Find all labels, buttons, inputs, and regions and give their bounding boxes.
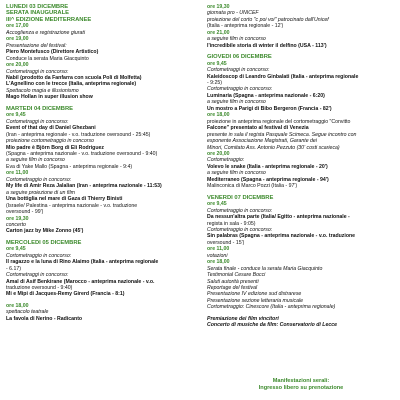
event-highlight: Concerto di musiche da film: Conservatorio di Lecce <box>207 322 338 329</box>
event-time: ore 9,45 <box>6 112 26 119</box>
day-heading: MARTEDÌ 04 DICEMBRE <box>6 105 73 112</box>
left-column <box>6 4 194 322</box>
event-detail: oversound - 99') <box>6 209 44 216</box>
event-title: Piero Montefusco (Direttore Artistico) <box>6 49 99 56</box>
event-title: Event of that day di Daniel Ghezbani <box>6 125 96 132</box>
day-heading: III^ EDIZIONE MEDITERRANEE <box>6 16 92 23</box>
event-note: votazioni <box>207 252 228 259</box>
event-time: ore 19,30 <box>6 215 29 222</box>
event-title: Sin palabras (Spagna - anteprima nazionale - v.o. traduzione <box>207 233 356 240</box>
event-detail: regista in sala - 9:05) <box>207 220 256 227</box>
event-note: Cortometraggio in concorso: <box>6 176 72 183</box>
day-heading: VENERDÌ 07 DICEMBRE <box>207 194 274 201</box>
event-time: ore 11,00 <box>207 246 230 253</box>
event-detail: (Italia - anteprima regionale - 12') <box>207 23 284 30</box>
event-time: ore 9,45 <box>6 246 26 253</box>
event-note: Reportage del festival <box>207 285 258 292</box>
event-detail: traduzione oversound - 9:40) <box>6 285 73 292</box>
event-time: ore 18,00 <box>207 112 230 119</box>
event-title: Volevo le snake (Italia - anteprima regionale - 20') <box>207 163 328 170</box>
day-heading: SERATA INAUGURALE <box>6 10 70 17</box>
event-title: L'Agnellino con le trecce (Italia, anteprima regionale) <box>6 81 137 88</box>
event-note: concerto <box>6 221 26 228</box>
event-note: Presentazione sezione letteraria musicale <box>207 297 304 304</box>
event-title: Mago Hollan in super illusion show <box>6 94 93 101</box>
event-highlight: Premiazione dei film vincitori <box>207 315 279 322</box>
event-detail: (Israele/ Palestina - anteprima nazionale - v.o. traduzione <box>6 202 138 209</box>
event-note: a seguire film in concorso <box>207 170 266 177</box>
event-note: Cortometraggio in concorso: <box>207 207 273 214</box>
event-title: Mio padre è Björn Borg di Eli Rodriguez <box>6 144 104 151</box>
event-detail: proiezione in anteprima regionale del cortometraggio "Convitto <box>207 118 351 125</box>
event-time: ore 20,00 <box>6 62 29 69</box>
event-note: Cortometraggio in concorso: <box>207 86 273 93</box>
event-title: Un mostro a Parigi di Bibo Bergeron (Francia - 82') <box>207 105 332 112</box>
event-title: Da nessun'altra parte (Italia/ Egitto - anteprima nazionale - <box>207 214 350 221</box>
event-title: Carton jazz by Mike Zonno (45') <box>6 228 84 235</box>
event-note: Cortometraggio: Cinescore (Italia - anteprima regionale) <box>207 304 336 311</box>
event-time: ore 11,00 <box>6 170 29 177</box>
event-title: Il ragazzo e la luna di Rino Alaimo (Italia - anteprima regionale <box>6 259 159 266</box>
event-note: Saluti autorità presenti <box>207 278 259 285</box>
event-note: Cortometraggi in concorso: <box>6 272 69 279</box>
footer <box>207 378 395 392</box>
event-note: giornata pro - UNICEF <box>207 10 259 17</box>
event-note: Serata finale - conduce la serata Maria Giacquinto <box>207 265 323 272</box>
event-detail: oversound - 15') <box>207 239 245 246</box>
event-note: Cortometraggio: <box>207 157 245 164</box>
event-time: ore 18,00 <box>6 302 29 309</box>
event-note: Cortometraggi in concorso: <box>6 68 69 75</box>
event-time: ore 17,00 <box>6 23 29 30</box>
event-note: Cortometraggi in concorso: <box>207 67 270 74</box>
event-note: a seguire proiezione di un film <box>6 189 75 196</box>
event-note: Presentazione del festival: <box>6 42 67 49</box>
event-note: esponente Associazione Magistrati, Garante dei <box>207 138 317 145</box>
event-note: proiezione del corto "c poi voi" patrocinato dall'Unicef <box>207 16 329 23</box>
footer-line-2: Ingresso libero su prenotazione <box>258 384 344 391</box>
event-title: Kaleidoscop di Leandro Ginbalati (Italia - anteprima regionale <box>207 73 359 80</box>
event-detail: Conduce la serata Maria Giacquinto <box>6 55 89 62</box>
event-title: La favola di Nerino - Radicanto <box>6 315 83 322</box>
event-title: Una bottiglia nel mare di Gaza di Thierry Binisti <box>6 196 123 203</box>
event-note: Minori, Comitato Ass. Antonio Pezzuto (30' costi scarieca) <box>207 144 340 151</box>
event-title: Mi e Mipi di Jacques-Remy Girerd (Francia - 8:1) <box>6 291 125 298</box>
right-column <box>207 4 395 329</box>
event-time: ore 18,00 <box>207 259 230 266</box>
event-detail: (Spagna - anteprima nazionale - v.o. traduzione oversound - 9:40) <box>6 150 158 157</box>
event-title: Mediterraneo (Spagna - anteprima regionale - 94') <box>207 176 329 183</box>
day-heading: MERCOLEDÌ 05 DICEMBRE <box>6 239 82 246</box>
event-note: Cortometraggi in concorso: <box>6 118 69 125</box>
event-note: proiezione cortometraggio in concorso <box>6 138 94 145</box>
event-detail: - 9:25) <box>207 79 222 86</box>
event-note: a seguire film in concorso <box>6 157 65 164</box>
event-note: Spettacolo magia e illusionismo <box>6 87 79 94</box>
event-time: ore 19,30 <box>207 4 230 10</box>
event-title: My life di Amir Reza Jalalian (Iran - anteprima nazionale - 11:53) <box>6 183 162 190</box>
event-note: Testimonial Cesare Bocci <box>207 272 266 279</box>
event-detail: - 6.17) <box>6 265 21 272</box>
event-detail: Malinconica di Marco Pozzi (Italia - 97') <box>207 183 298 190</box>
event-note: Cortometraggio in concorso: <box>6 252 72 259</box>
event-note: spettacolo teatrale <box>6 309 49 316</box>
event-time: ore 9,45 <box>207 60 227 67</box>
day-heading: GIOVEDÌ 06 DICEMBRE <box>207 54 272 61</box>
event-time: ore 19,00 <box>6 36 29 43</box>
event-title: Amal di Asif Benkirane (Marocco - anteprima nazionale - v.o. <box>6 278 155 285</box>
event-time: ore 20,00 <box>207 150 230 157</box>
event-note: Accoglienza e registrazione giurati <box>6 29 86 36</box>
event-note: Presentazione IV edizione sud distrarese <box>207 291 302 298</box>
event-detail: (Iran - anteprima regionale - v.o. traduzione oversound - 25:45) <box>6 131 151 138</box>
event-title: Falcone" presentato al festival di Venezia <box>207 125 309 132</box>
event-note: Cortometraggio in concorso: <box>207 226 273 233</box>
day-heading: LUNEDÌ 03 DICEMBRE <box>6 4 69 10</box>
event-title: l'incredibile storia di winter il delfino (USA - 113') <box>207 42 327 49</box>
event-note: a seguire film in concorso <box>207 36 266 43</box>
event-note: presente in sala il regista Pasquale Scimeca. Segue incontro con <box>207 131 357 138</box>
event-note: a seguire film in concorso <box>207 99 266 106</box>
event-title: Luminaria (Spagna - anteprima nazionale - 6:20) <box>207 92 325 99</box>
event-time: ore 9,45 <box>207 201 227 208</box>
event-time: ore 21,00 <box>207 29 230 36</box>
footer-line-1: Manifestazioni serali: <box>272 378 330 384</box>
event-title: Nabil (prodotto da Fanfarra con scuola Poli di Molfetta) <box>6 74 142 81</box>
event-detail: Eva di Yake Mallo (Spagna - anteprima regionale - 9:4) <box>6 163 133 170</box>
